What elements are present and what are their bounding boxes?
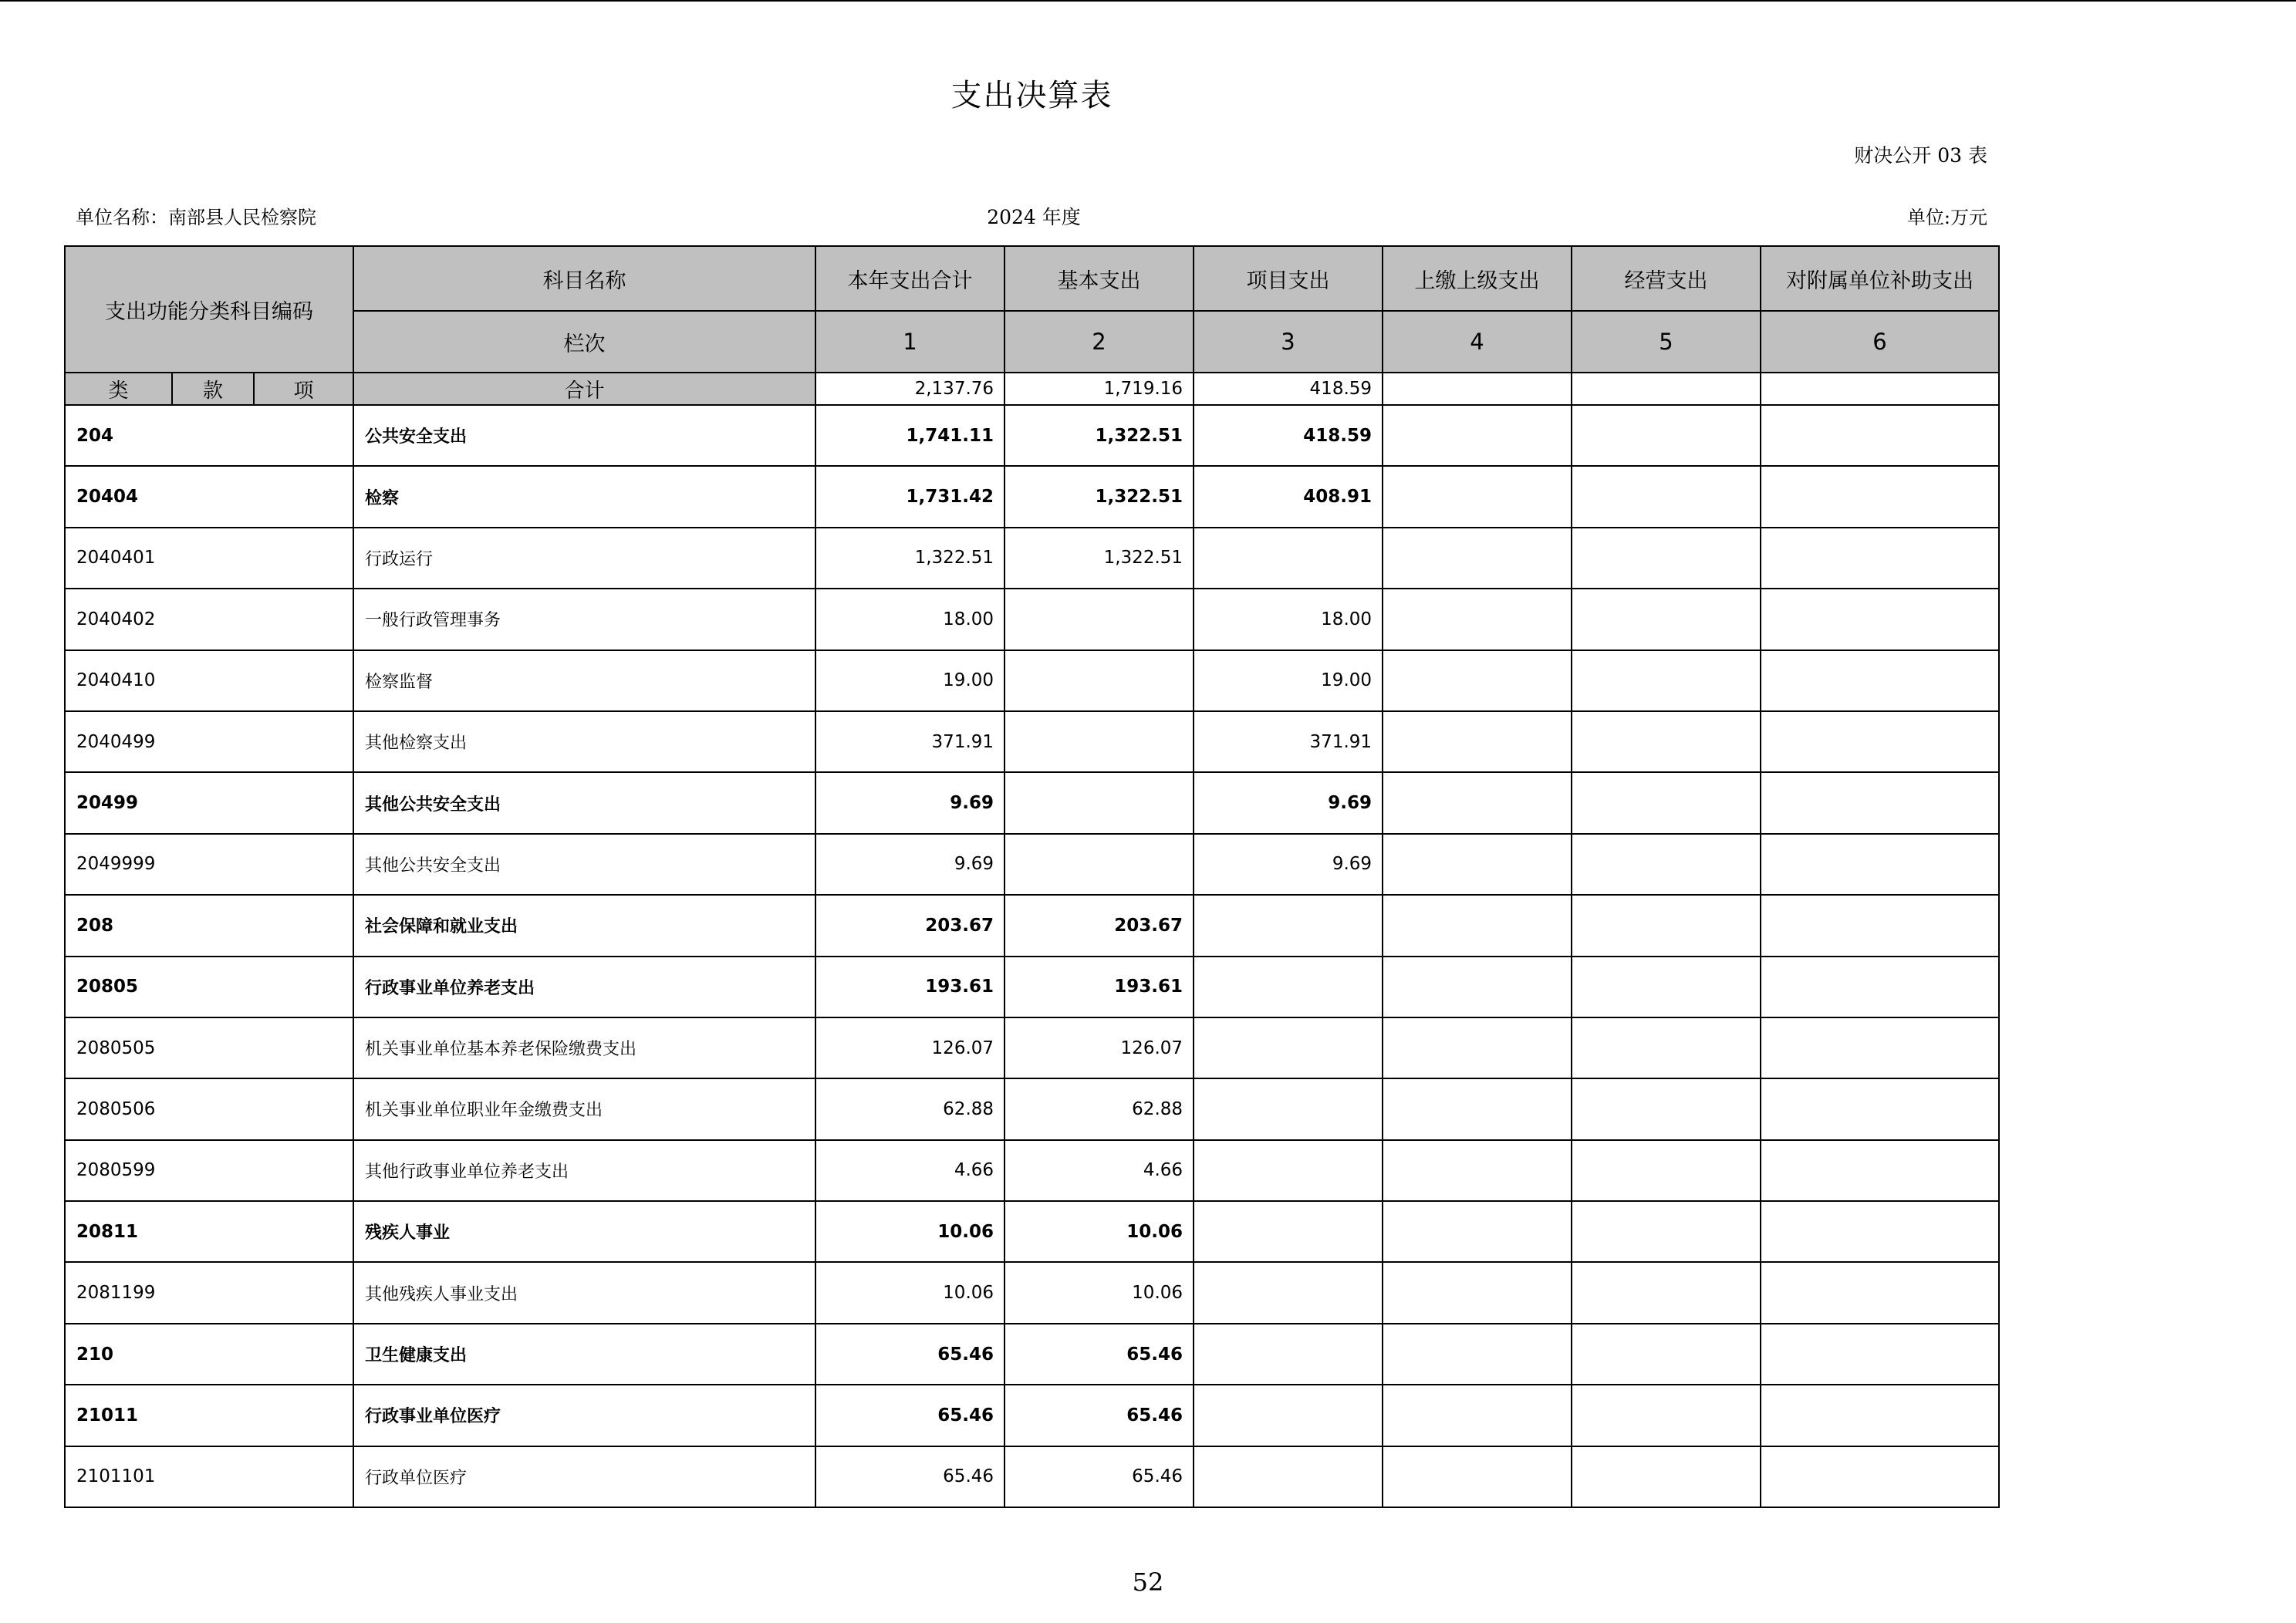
header-kuan: 款	[172, 373, 254, 405]
row-value-col-6	[1761, 1385, 1999, 1446]
row-value-col-4	[1383, 895, 1572, 956]
row-value-col-5	[1572, 466, 1761, 527]
header-col-num-4: 4	[1383, 311, 1572, 373]
total-value: 418.59	[1194, 373, 1383, 405]
table-row	[65, 1446, 1999, 1507]
row-name: 机关事业单位基本养老保险缴费支出	[353, 1017, 815, 1078]
row-value-col-5	[1572, 1140, 1761, 1201]
header-code: 支出功能分类科目编码	[65, 246, 353, 373]
total-value	[1572, 373, 1761, 405]
row-value-col-2: 1,322.51	[1004, 528, 1194, 589]
row-code: 2040402	[65, 589, 353, 650]
row-code: 2101101	[65, 1446, 353, 1507]
row-code: 20811	[65, 1201, 353, 1262]
row-code: 204	[65, 405, 353, 466]
row-value-col-1: 1,322.51	[815, 528, 1004, 589]
row-value-col-4	[1383, 1385, 1572, 1446]
row-value-col-6	[1761, 1446, 1999, 1507]
row-code: 2040499	[65, 711, 353, 772]
header-name: 科目名称	[353, 246, 815, 311]
header-xiang: 项	[254, 373, 353, 405]
row-value-col-4	[1383, 1140, 1572, 1201]
row-value-col-1: 1,731.42	[815, 466, 1004, 527]
row-code: 2080506	[65, 1078, 353, 1139]
table-row	[65, 1017, 1999, 1078]
header-col-num-2: 2	[1004, 311, 1194, 373]
header-col-6: 对附属单位补助支出	[1761, 246, 1999, 311]
row-name: 残疾人事业	[353, 1201, 815, 1262]
currency-unit: 单位:万元	[1906, 207, 1987, 228]
table-row	[65, 1262, 1999, 1323]
row-value-col-1: 9.69	[815, 834, 1004, 895]
row-value-col-6	[1761, 711, 1999, 772]
row-value-col-6	[1761, 1078, 1999, 1139]
header-col-num-6: 6	[1761, 311, 1999, 373]
table-row	[65, 1324, 1999, 1385]
row-value-col-2	[1004, 589, 1194, 650]
row-value-col-5	[1572, 772, 1761, 833]
total-value: 2,137.76	[815, 373, 1004, 405]
row-name: 检察	[353, 466, 815, 527]
table-header	[65, 246, 1999, 405]
header-col-2: 基本支出	[1004, 246, 1194, 311]
table-row	[65, 1078, 1999, 1139]
row-value-col-3	[1194, 1201, 1383, 1262]
row-value-col-1: 62.88	[815, 1078, 1004, 1139]
row-value-col-1: 371.91	[815, 711, 1004, 772]
row-value-col-2	[1004, 711, 1194, 772]
row-value-col-2: 62.88	[1004, 1078, 1194, 1139]
row-value-col-1: 65.46	[815, 1324, 1004, 1385]
row-value-col-2	[1004, 834, 1194, 895]
row-value-col-3	[1194, 1017, 1383, 1078]
row-value-col-1: 126.07	[815, 1017, 1004, 1078]
row-value-col-6	[1761, 1017, 1999, 1078]
row-value-col-6	[1761, 466, 1999, 527]
row-value-col-2: 65.46	[1004, 1385, 1194, 1446]
row-value-col-2: 1,322.51	[1004, 405, 1194, 466]
header-col-num-3: 3	[1194, 311, 1383, 373]
row-name: 行政事业单位医疗	[353, 1385, 815, 1446]
table-body	[65, 405, 1999, 1507]
row-value-col-3	[1194, 528, 1383, 589]
row-value-col-3	[1194, 1078, 1383, 1139]
row-value-col-5	[1572, 1446, 1761, 1507]
page-number: 52	[1132, 1567, 1164, 1597]
row-code: 20404	[65, 466, 353, 527]
row-name: 行政单位医疗	[353, 1446, 815, 1507]
row-value-col-3: 19.00	[1194, 650, 1383, 711]
row-value-col-1: 9.69	[815, 772, 1004, 833]
row-value-col-2: 10.06	[1004, 1262, 1194, 1323]
table-row	[65, 957, 1999, 1017]
row-value-col-4	[1383, 1324, 1572, 1385]
row-value-col-4	[1383, 1262, 1572, 1323]
header-col-4: 上缴上级支出	[1383, 246, 1572, 311]
expenditure-table	[64, 245, 2000, 1508]
row-value-col-6	[1761, 895, 1999, 956]
row-value-col-4	[1383, 834, 1572, 895]
row-value-col-1: 4.66	[815, 1140, 1004, 1201]
row-value-col-3	[1194, 1324, 1383, 1385]
row-value-col-2: 10.06	[1004, 1201, 1194, 1262]
row-value-col-2	[1004, 772, 1194, 833]
row-value-col-5	[1572, 711, 1761, 772]
row-value-col-1: 19.00	[815, 650, 1004, 711]
total-value	[1761, 373, 1999, 405]
row-value-col-3	[1194, 957, 1383, 1017]
row-value-col-4	[1383, 528, 1572, 589]
row-value-col-1: 65.46	[815, 1446, 1004, 1507]
row-value-col-5	[1572, 650, 1761, 711]
row-name: 一般行政管理事务	[353, 589, 815, 650]
top-border-line	[0, 0, 2296, 2]
row-code: 208	[65, 895, 353, 956]
row-value-col-5	[1572, 1262, 1761, 1323]
row-value-col-3: 9.69	[1194, 834, 1383, 895]
header-lei: 类	[65, 373, 172, 405]
row-value-col-2: 126.07	[1004, 1017, 1194, 1078]
row-value-col-3	[1194, 1385, 1383, 1446]
row-value-col-2: 203.67	[1004, 895, 1194, 956]
row-value-col-5	[1572, 1201, 1761, 1262]
row-value-col-6	[1761, 528, 1999, 589]
row-value-col-6	[1761, 772, 1999, 833]
row-name: 社会保障和就业支出	[353, 895, 815, 956]
row-value-col-2: 1,322.51	[1004, 466, 1194, 527]
row-value-col-6	[1761, 1140, 1999, 1201]
row-value-col-3	[1194, 1140, 1383, 1201]
row-name: 行政运行	[353, 528, 815, 589]
table-row	[65, 405, 1999, 466]
row-value-col-5	[1572, 589, 1761, 650]
table-row	[65, 1385, 1999, 1446]
page-title: 支出决算表	[950, 78, 1113, 113]
row-value-col-6	[1761, 405, 1999, 466]
header-col-num-1: 1	[815, 311, 1004, 373]
header-col-1: 本年支出合计	[815, 246, 1004, 311]
row-name: 其他残疾人事业支出	[353, 1262, 815, 1323]
row-value-col-4	[1383, 405, 1572, 466]
row-value-col-3: 418.59	[1194, 405, 1383, 466]
row-value-col-3: 9.69	[1194, 772, 1383, 833]
header-col-5: 经营支出	[1572, 246, 1761, 311]
row-value-col-1: 203.67	[815, 895, 1004, 956]
row-value-col-1: 18.00	[815, 589, 1004, 650]
row-value-col-3	[1194, 1262, 1383, 1323]
row-value-col-3: 408.91	[1194, 466, 1383, 527]
row-code: 2081199	[65, 1262, 353, 1323]
row-value-col-6	[1761, 589, 1999, 650]
row-value-col-4	[1383, 650, 1572, 711]
row-name: 其他公共安全支出	[353, 772, 815, 833]
row-name: 卫生健康支出	[353, 1324, 815, 1385]
row-name: 机关事业单位职业年金缴费支出	[353, 1078, 815, 1139]
table-row	[65, 711, 1999, 772]
row-value-col-1: 193.61	[815, 957, 1004, 1017]
row-value-col-5	[1572, 834, 1761, 895]
table-row	[65, 650, 1999, 711]
row-value-col-2	[1004, 650, 1194, 711]
row-value-col-2: 65.46	[1004, 1446, 1194, 1507]
row-value-col-4	[1383, 466, 1572, 527]
row-value-col-6	[1761, 1201, 1999, 1262]
fiscal-year: 2024 年度	[987, 206, 1081, 228]
row-code: 210	[65, 1324, 353, 1385]
row-value-col-4	[1383, 1078, 1572, 1139]
header-col-index-label: 栏次	[353, 311, 815, 373]
header-col-3: 项目支出	[1194, 246, 1383, 311]
table-row	[65, 772, 1999, 833]
row-value-col-6	[1761, 650, 1999, 711]
row-name: 其他检察支出	[353, 711, 815, 772]
row-value-col-5	[1572, 1385, 1761, 1446]
row-code: 20499	[65, 772, 353, 833]
row-value-col-5	[1572, 1017, 1761, 1078]
row-value-col-5	[1572, 1324, 1761, 1385]
row-value-col-4	[1383, 1201, 1572, 1262]
total-label: 合计	[353, 373, 815, 405]
total-row	[65, 373, 1999, 405]
table-row	[65, 1140, 1999, 1201]
row-code: 2040410	[65, 650, 353, 711]
row-value-col-6	[1761, 834, 1999, 895]
row-value-col-1: 1,741.11	[815, 405, 1004, 466]
table-row	[65, 895, 1999, 956]
row-value-col-6	[1761, 957, 1999, 1017]
row-code: 2049999	[65, 834, 353, 895]
row-value-col-4	[1383, 589, 1572, 650]
total-value: 1,719.16	[1004, 373, 1194, 405]
table-row	[65, 589, 1999, 650]
row-value-col-4	[1383, 711, 1572, 772]
row-value-col-4	[1383, 1446, 1572, 1507]
row-code: 2040401	[65, 528, 353, 589]
row-value-col-2: 4.66	[1004, 1140, 1194, 1201]
table-row	[65, 1201, 1999, 1262]
row-value-col-5	[1572, 957, 1761, 1017]
row-code: 2080505	[65, 1017, 353, 1078]
unit-name: 单位名称：南部县人民检察院	[76, 207, 316, 228]
row-value-col-6	[1761, 1324, 1999, 1385]
row-value-col-4	[1383, 1017, 1572, 1078]
row-code: 2080599	[65, 1140, 353, 1201]
row-value-col-3: 18.00	[1194, 589, 1383, 650]
row-name: 其他公共安全支出	[353, 834, 815, 895]
total-value	[1383, 373, 1572, 405]
row-name: 行政事业单位养老支出	[353, 957, 815, 1017]
row-value-col-2: 193.61	[1004, 957, 1194, 1017]
row-code: 21011	[65, 1385, 353, 1446]
row-value-col-5	[1572, 895, 1761, 956]
row-code: 20805	[65, 957, 353, 1017]
row-value-col-1: 65.46	[815, 1385, 1004, 1446]
row-name: 公共安全支出	[353, 405, 815, 466]
table-row	[65, 528, 1999, 589]
row-value-col-4	[1383, 772, 1572, 833]
table-number: 财决公开 03 表	[1854, 144, 1987, 167]
row-value-col-6	[1761, 1262, 1999, 1323]
row-value-col-1: 10.06	[815, 1201, 1004, 1262]
row-value-col-3: 371.91	[1194, 711, 1383, 772]
row-value-col-4	[1383, 957, 1572, 1017]
row-value-col-3	[1194, 1446, 1383, 1507]
table-row	[65, 466, 1999, 527]
table-row	[65, 834, 1999, 895]
row-value-col-5	[1572, 1078, 1761, 1139]
row-value-col-5	[1572, 405, 1761, 466]
row-value-col-5	[1572, 528, 1761, 589]
row-value-col-2: 65.46	[1004, 1324, 1194, 1385]
row-name: 其他行政事业单位养老支出	[353, 1140, 815, 1201]
header-col-num-5: 5	[1572, 311, 1761, 373]
row-value-col-1: 10.06	[815, 1262, 1004, 1323]
row-value-col-3	[1194, 895, 1383, 956]
row-name: 检察监督	[353, 650, 815, 711]
